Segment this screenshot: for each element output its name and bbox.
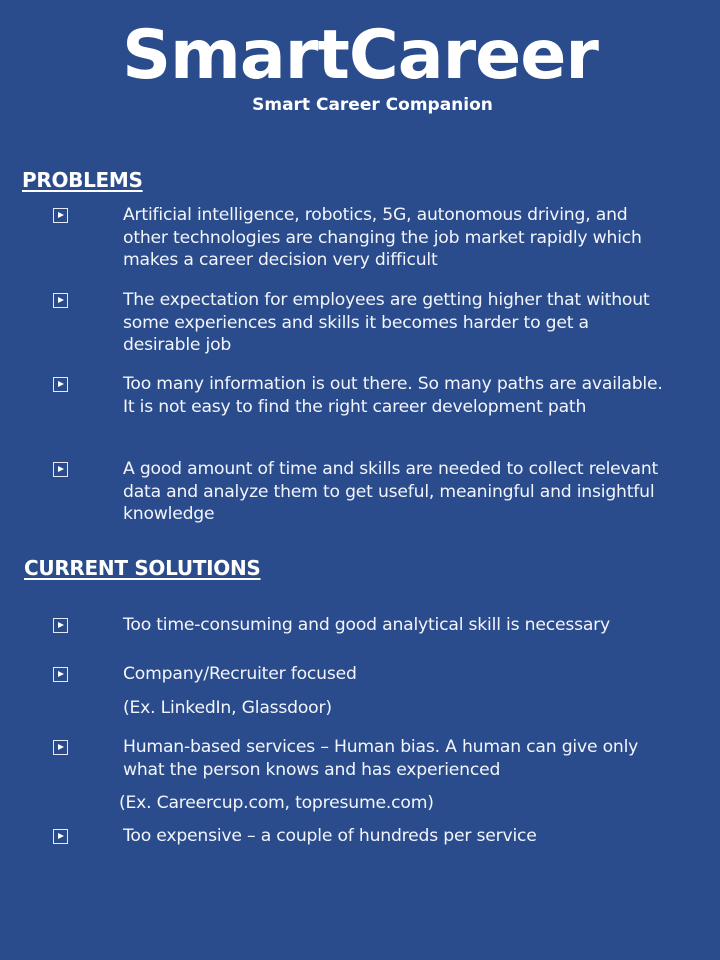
- solution-example: (Ex. Careercup.com, topresume.com): [119, 793, 434, 813]
- play-box-icon: [53, 618, 68, 633]
- play-box-icon: [53, 462, 68, 477]
- play-box-icon: [53, 293, 68, 308]
- solution-item-text: Too expensive – a couple of hundreds per service: [123, 826, 537, 846]
- problem-item-text: A good amount of time and skills are needed to collect relevant data and analyze them to get useful, meaningful and insightful knowledge: [123, 459, 659, 524]
- play-box-icon: [53, 740, 68, 755]
- play-box-icon: [53, 829, 68, 844]
- problems-heading: PROBLEMS: [22, 168, 143, 192]
- play-box-icon: [53, 208, 68, 223]
- problem-item-text: Too many information is out there. So many paths are available. It is not easy to find the right career development path: [123, 374, 663, 417]
- app-subtitle: Smart Career Companion: [252, 95, 493, 115]
- problem-item-text: The expectation for employees are getting higher that without some experiences and skills it becomes harder to get a desirable job: [123, 290, 650, 355]
- app-title: SmartCareer: [122, 16, 598, 95]
- problem-item-text: Artificial intelligence, robotics, 5G, autonomous driving, and other technologies are changing the job market rapidly which makes a career decision very difficult: [123, 205, 642, 270]
- solution-item-text: Company/Recruiter focused: [123, 664, 357, 684]
- solution-example: (Ex. LinkedIn, Glassdoor): [123, 698, 332, 718]
- play-box-icon: [53, 667, 68, 682]
- solution-item-text: Human-based services – Human bias. A human can give only what the person knows and has experienced: [123, 737, 639, 780]
- play-box-icon: [53, 377, 68, 392]
- solution-item-text: Too time-consuming and good analytical skill is necessary: [123, 615, 611, 635]
- current-solutions-heading: CURRENT SOLUTIONS: [24, 556, 261, 580]
